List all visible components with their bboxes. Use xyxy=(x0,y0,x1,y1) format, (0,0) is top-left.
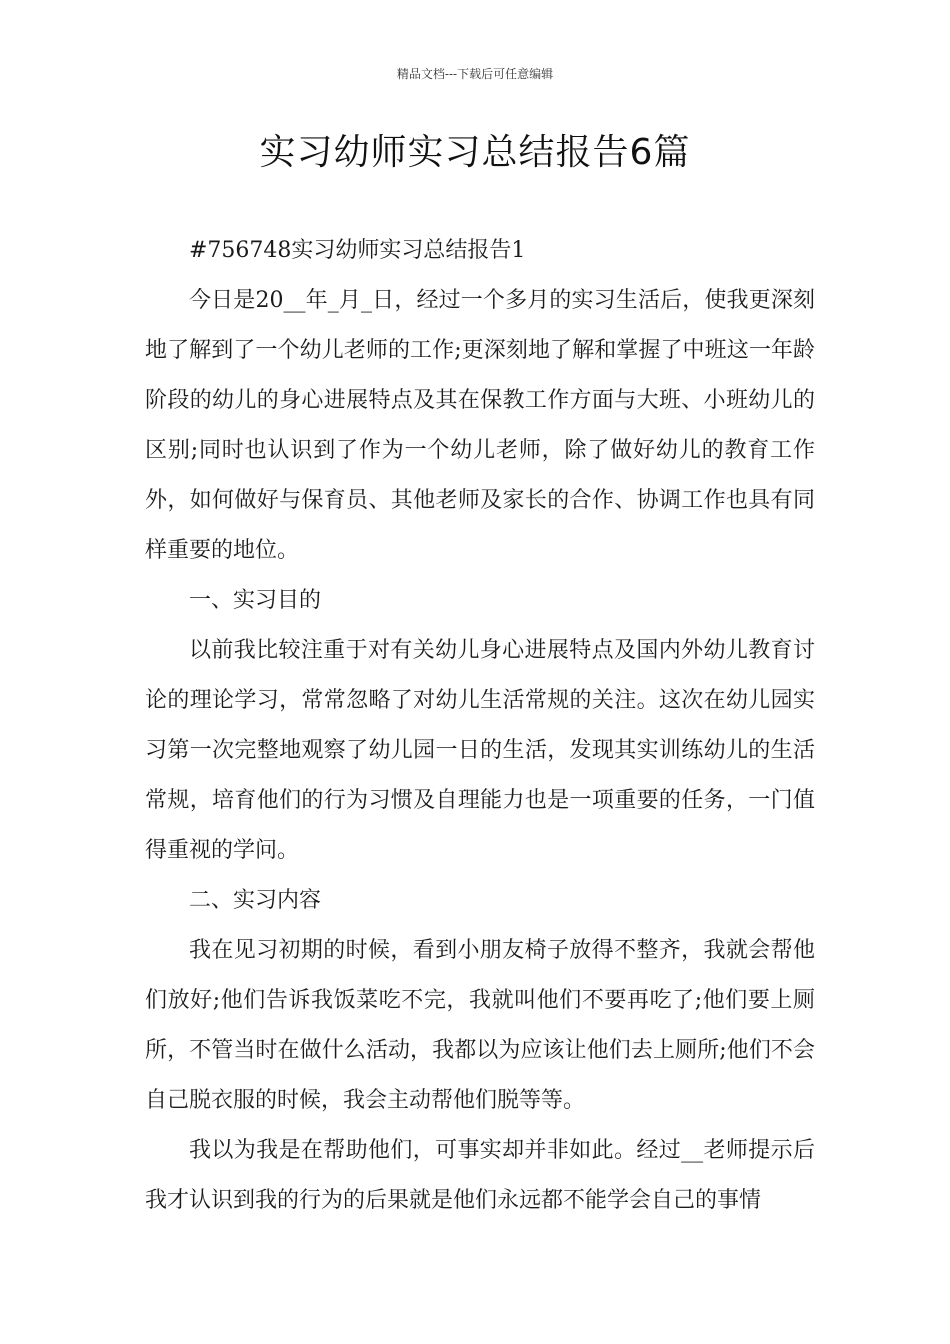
paragraph-heading-purpose: 一、实习目的 xyxy=(189,588,322,613)
header-note: 精品文档---下载后可任意编辑 xyxy=(396,67,554,81)
paragraph-heading-content: 二、实习内容 xyxy=(189,888,322,913)
paragraph: 今日是20__年_月_日，经过一个多月的实习生活后，使我更深刻地了解到了一个幼儿老师的工作;更深刻地了解和掌握了中班这一年龄阶段的幼儿的身心进展特点及其在保教工作方面与大班、小班幼儿的区别;同时也认识到了作为一个幼儿老师，除了做好幼儿的教育工作外，如何做好与保育员、其他老师及家长的合作、协调工作也具有同样重要的地位。 xyxy=(145,288,815,563)
paragraph: 以前我比较注重于对有关幼儿身心进展特点及国内外幼儿教育讨论的理论学习，常常忽略了对幼儿生活常规的关注。这次在幼儿园实习第一次完整地观察了幼儿园一日的生活，发现其实训练幼儿的生活常规，培育他们的行为习惯及自理能力也是一项重要的任务，一门值得重视的学问。 xyxy=(145,638,815,863)
paragraph: 我在见习初期的时候，看到小朋友椅子放得不整齐，我就会帮他们放好;他们告诉我饭菜吃不完，我就叫他们不要再吃了;他们要上厕所，不管当时在做什么活动，我都以为应该让他们去上厕所;他们不会自己脱衣服的时候，我会主动帮他们脱等等。 xyxy=(145,938,815,1113)
paragraph-section-heading: #756748实习幼师实习总结报告1 xyxy=(189,238,526,263)
paragraph: 我以为我是在帮助他们，可事实却并非如此。经过__老师提示后我才认识到我的行为的后果就是他们永远都不能学会自己的事情 xyxy=(145,1138,815,1213)
document-title: 实习幼师实习总结报告6篇 xyxy=(259,132,691,173)
document-body xyxy=(145,226,815,1226)
